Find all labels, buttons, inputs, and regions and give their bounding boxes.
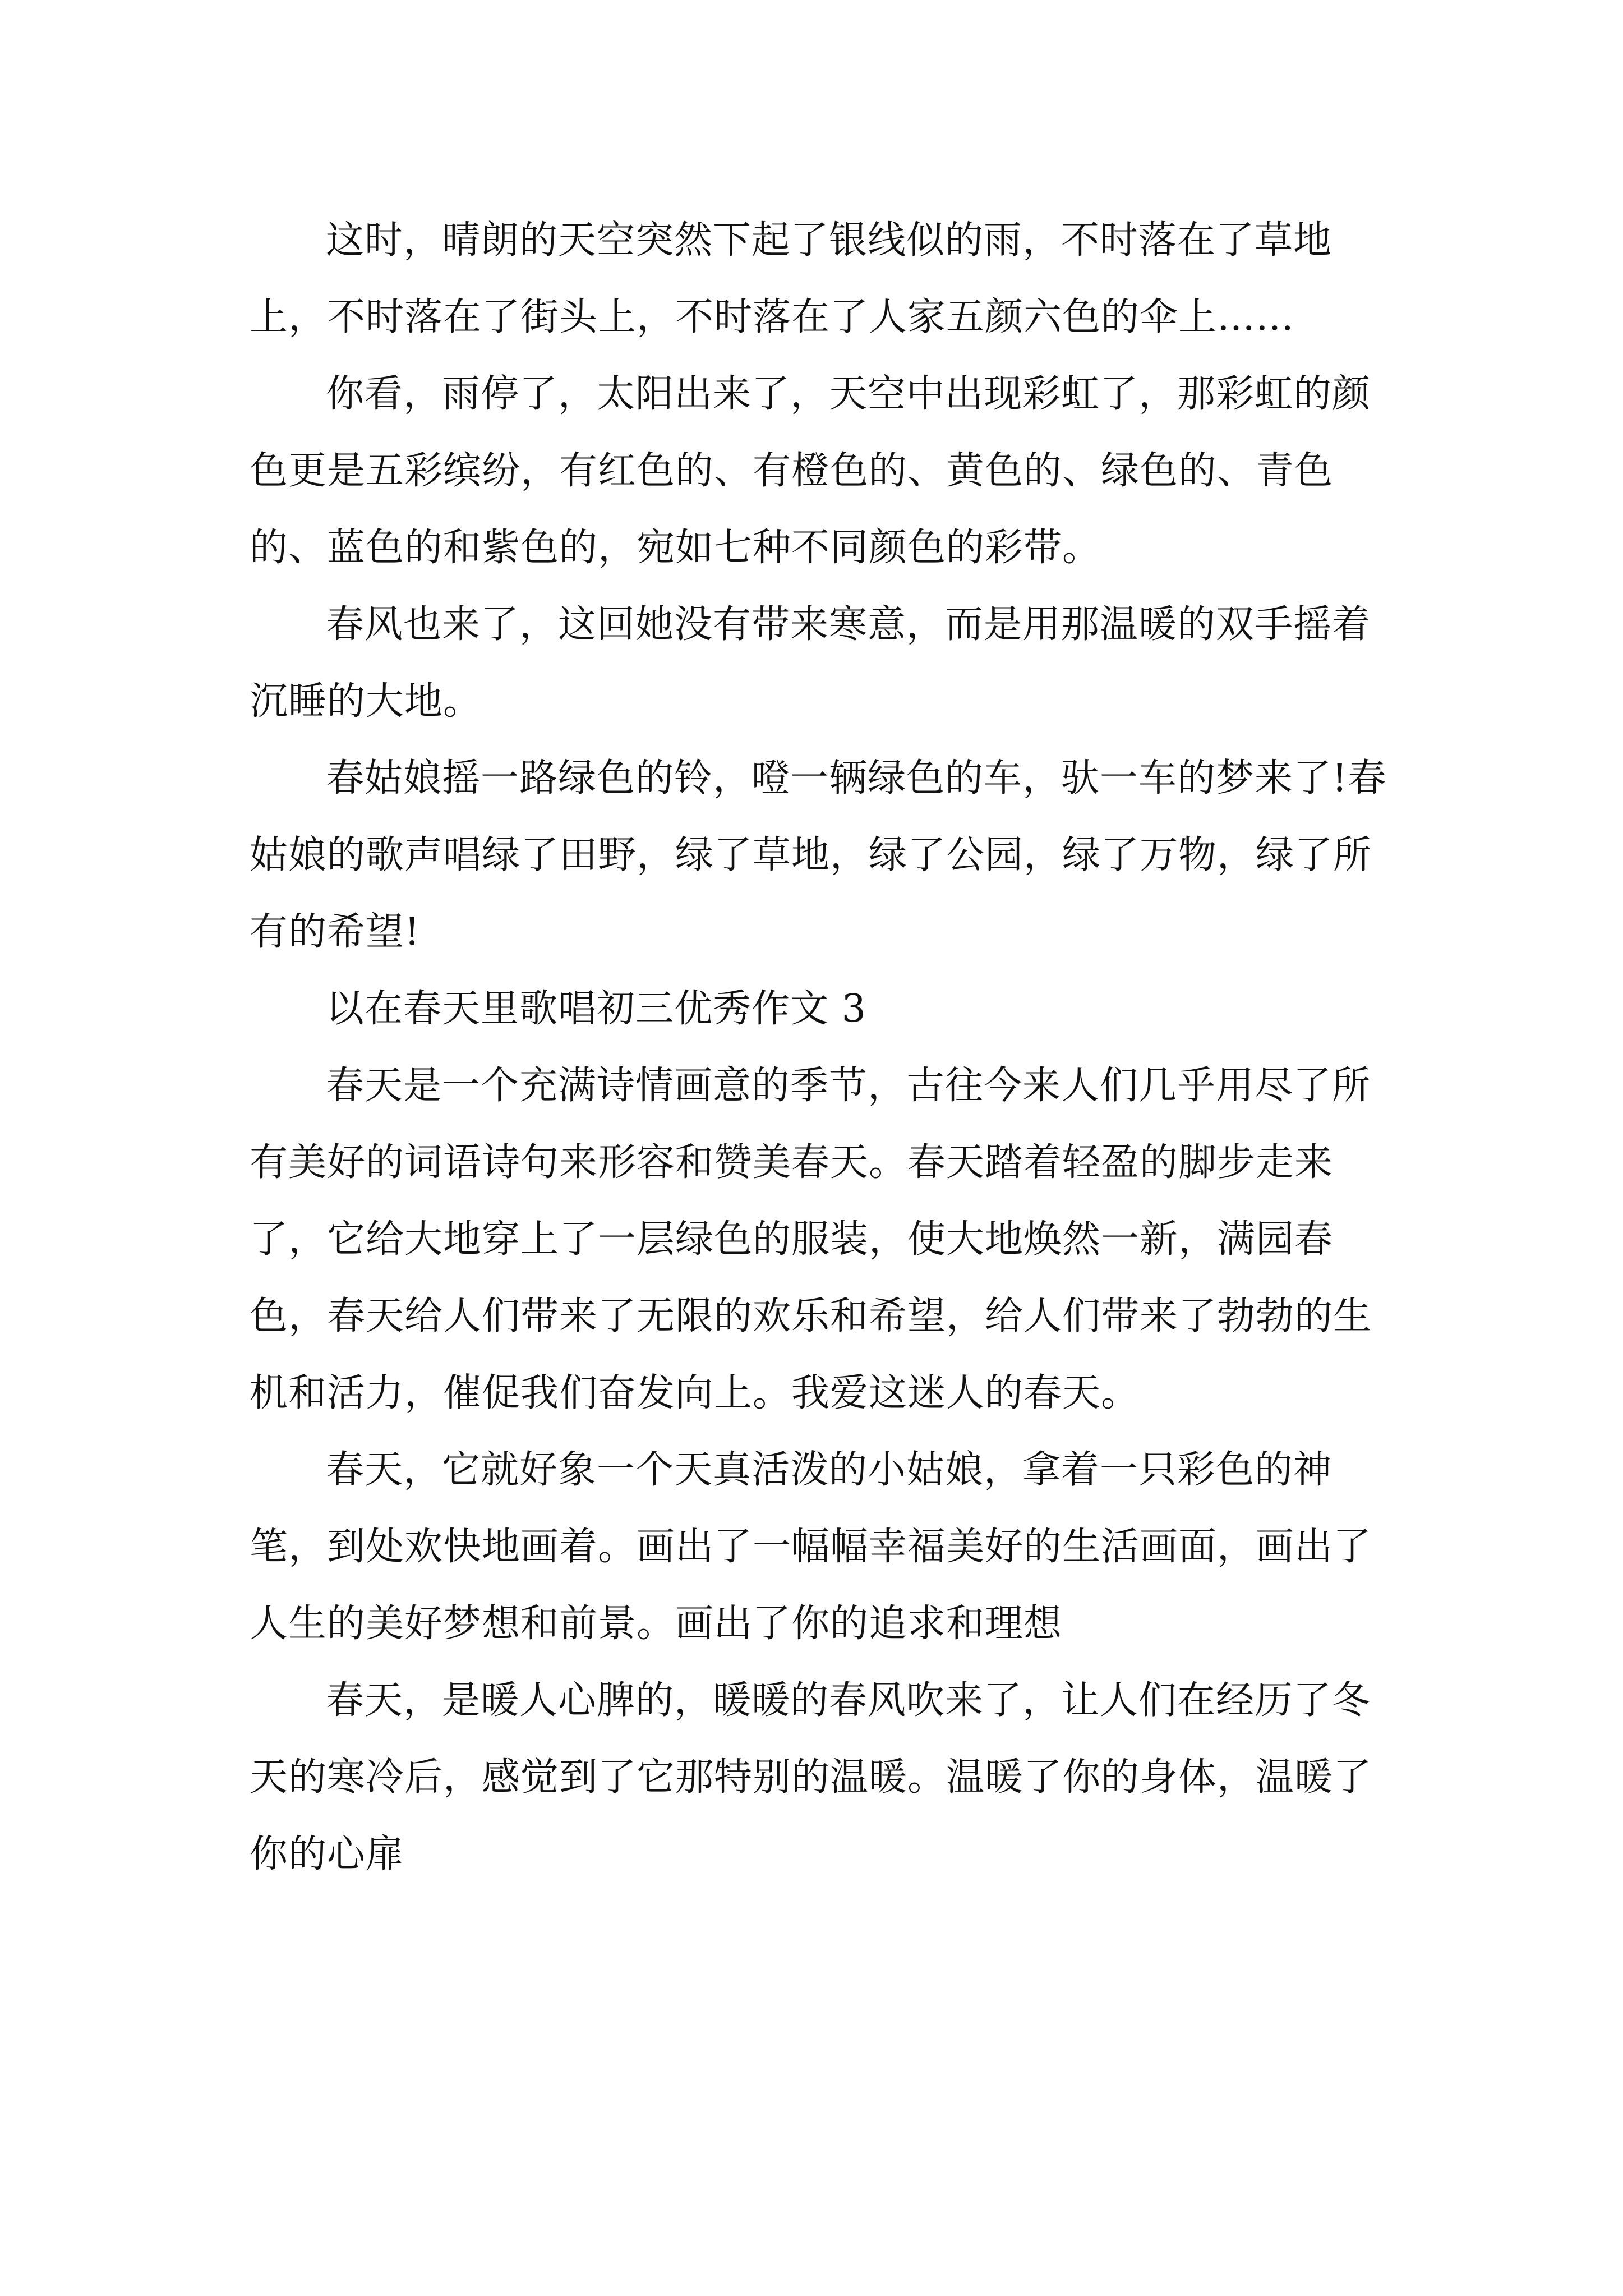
paragraph-spring-girl: 春姑娘摇一路绿色的铃，噔一辆绿色的车，驮一车的梦来了!春姑娘的歌声唱绿了田野，绿了草地，绿了公园，绿了万物，绿了所有的希望! <box>250 756 1387 954</box>
paragraph-spring-warmth: 春天，是暖人心脾的，暖暖的春风吹来了，让人们在经历了冬天的寒冷后，感觉到了它那特别的温暖。温暖了你的身体，温暖了你的心扉 <box>250 1678 1372 1876</box>
paragraph-spring-poetic: 春天是一个充满诗情画意的季节，古往今来人们几乎用尽了所有美好的词语诗句来形容和赞美春天。春天踏着轻盈的脚步走来了，它给大地穿上了一层绿色的服装，使大地焕然一新，满园春色，春天给人们带来了无限的欢乐和希望，给人们带来了勃勃的生机和活力，催促我们奋发向上。我爱这迷人的春天。 <box>250 1064 1372 1415</box>
paragraph-spring-wind: 春风也来了，这回她没有带来寒意，而是用那温暖的双手摇着沉睡的大地。 <box>250 602 1371 724</box>
paragraph-spring-painter: 春天，它就好象一个天真活泼的小姑娘，拿着一只彩色的神笔，到处欢快地画着。画出了一幅幅幸福美好的生活画面，画出了人生的美好梦想和前景。画出了你的追求和理想 <box>250 1448 1372 1646</box>
document-body <box>250 202 1394 1893</box>
section-title: 以在春天里歌唱初三优秀作文 3 <box>326 987 866 1031</box>
paragraph-rainbow: 你看，雨停了，太阳出来了，天空中出现彩虹了，那彩虹的颜色更是五彩缤纷，有红色的、有橙色的、黄色的、绿色的、青色的、蓝色的和紫色的，宛如七种不同颜色的彩带。 <box>250 372 1371 570</box>
paragraph-rain: 这时，晴朗的天空突然下起了银线似的雨，不时落在了草地上，不时落在了街头上，不时落在了人家五颜六色的伞上…… <box>250 218 1332 339</box>
